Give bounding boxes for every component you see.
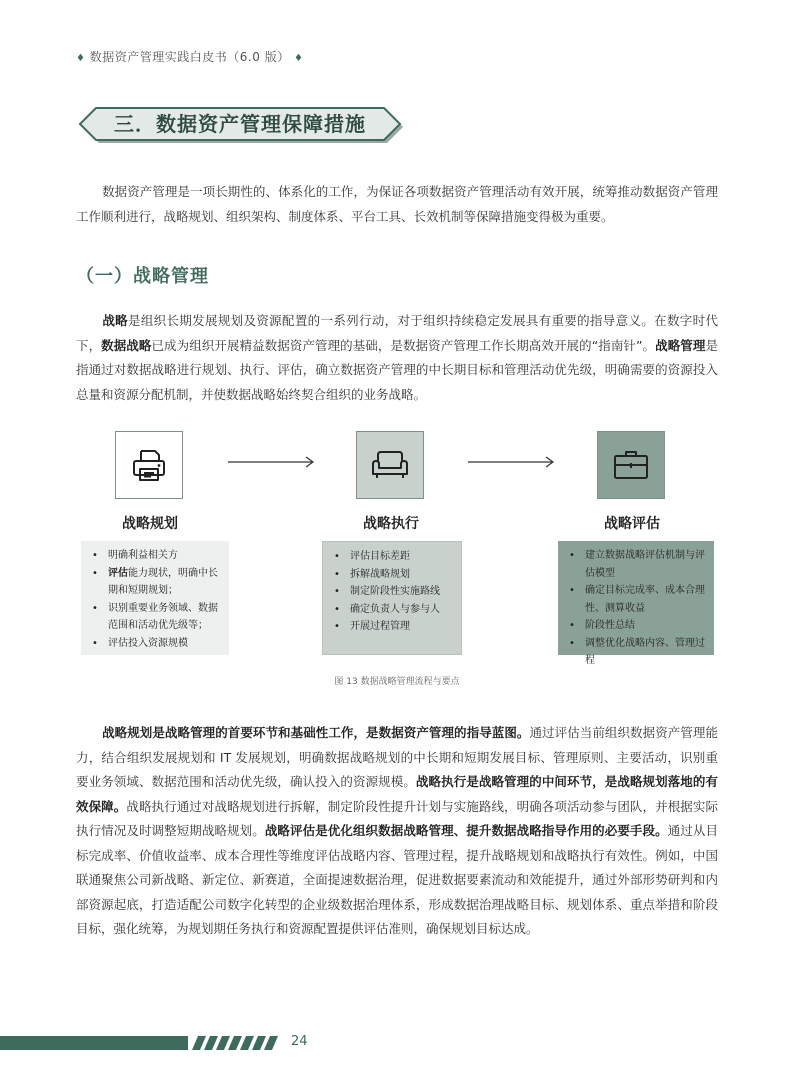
sofa-icon [368, 443, 412, 487]
intro-text: 数据资产管理是一项长期性的、体系化的工作，为保证各项数据资产管理活动有效开展，统筹推动数据资产管理工作顺利进行，战略规划、组织架构、制度体系、平台工具、长效机制等保障措施变得极为重要。 [76, 184, 718, 224]
diamond-icon: ♦ [76, 53, 86, 64]
list-item: • 确定目标完成率、成本合理性、测算收益 [566, 582, 706, 617]
stage-2-title: 战略执行 [363, 516, 419, 532]
list-item: • 确定负责人与参与人 [331, 601, 453, 619]
printer-icon [127, 443, 171, 487]
list-item: • 评估目标差距 [331, 548, 453, 566]
page-number: 24 [291, 1034, 308, 1049]
paragraph-text: 是组织长期发展规划及资源配置的一系列行动，对于组织持续稳定发展具有重要的指导意义。在数字时代下， [76, 313, 718, 353]
list-item: • 明确利益相关方 [89, 547, 221, 565]
intro-paragraph [76, 180, 718, 229]
arrow-icon [228, 455, 316, 469]
stage-1-title: 战略规划 [122, 516, 178, 532]
strategy-definition-paragraph [76, 309, 718, 407]
arrow-icon [468, 455, 556, 469]
list-item: • 评估投入资源规模 [89, 635, 221, 653]
bold-term: 战略 [102, 313, 128, 328]
paragraph-text: 战略执行通过对战略规划进行拆解，制定阶段性提升计划与实施路线，明确各项活动参与团队，并根据实际执行情况及时调整短期战略规划。 [76, 798, 718, 838]
strategy-stages-paragraph [76, 721, 718, 942]
bold-term: 战略规划是战略管理的首要环节和基础性工作，是数据资产管理的指导蓝图。 [102, 725, 530, 740]
stage-3-title: 战略评估 [604, 516, 660, 532]
bold-term: 战略评估是优化组织数据战略管理、提升数据战略指导作用的必要手段。 [264, 823, 668, 838]
paragraph-text: 通过评估当前组织数据资产管理能力，结合组织发展规划和 IT 发展规划，明确数据战略规划的中长期和短期发展目标、管理原则、主要活动，识别重要业务领域、数据范围和活动优先级，确认投入的资源规模。 [76, 725, 718, 789]
list-item: • 评估能力现状，明确中长期和短期规划； [89, 565, 221, 600]
running-header [76, 48, 304, 65]
stage-3-icon-box [597, 431, 665, 499]
running-header-title: 数据资产管理实践白皮书（6.0 版） [89, 50, 290, 64]
bold-term: 战略管理 [655, 337, 706, 353]
list-item: • 制定阶段性实施路线 [331, 583, 453, 601]
stage-1-panel [81, 541, 229, 655]
paragraph-text: 已成为组织开展精益数据资产管理的基础，是数据资产管理工作长期高效开展的“指南针”。 [151, 337, 656, 353]
bold-term: 数据战略 [101, 337, 152, 353]
section-title: 三．数据资产管理保障措施 [114, 112, 366, 136]
stage-3-panel [558, 541, 714, 666]
paragraph-text: 是指通过对数据战略进行规划、执行、评估，确立数据资产管理的中长期目标和管理活动优先级，明确需要的资源投入总量和资源分配机制，并使数据战略始终契合组织的业务战略。 [76, 337, 718, 402]
list-item: • 拆解战略规划 [331, 566, 453, 584]
stage-2-icon-box [356, 431, 424, 499]
list-item: • 开展过程管理 [331, 618, 453, 636]
list-item: • 识别重要业务领域、数据范围和活动优先级等； [89, 600, 221, 635]
bold-term: 战略执行是战略管理的中间环节，是战略规划落地的有效保障。 [76, 774, 718, 814]
subsection-title: （一）战略管理 [76, 266, 209, 287]
stage-1-icon-box [115, 431, 183, 499]
list-item: • 建立数据战略评估机制与评估模型 [566, 547, 706, 582]
paragraph-text: 通过从目标完成率、价值收益率、成本合理性等维度评估战略内容、管理过程，提升战略规划和战略执行有效性。例如，中国联通聚焦公司新战略、新定位、新赛道，全面提速数据治理，促进数据要素流动和效能提升，通过外部形势研判和内部资源起底，打造适配公司数字化转型的企业级数据治理体系，形成数据治理战略目标、规划体系、重点举措和阶段目标，强化统筹，为规划期任务执行和资源配置提供评估准则，确保规划目标达成。 [76, 823, 718, 936]
figure-caption: 图 13 数据战略管理流程与要点 [334, 677, 460, 687]
footer-stripe-bar [0, 1036, 290, 1050]
section-banner [74, 100, 406, 148]
diamond-icon: ♦ [294, 53, 304, 64]
briefcase-icon [609, 443, 653, 487]
list-item: • 阶段性总结 [566, 617, 706, 635]
list-item: • 调整优化战略内容、管理过程 [566, 635, 706, 670]
stage-2-panel [322, 541, 462, 655]
